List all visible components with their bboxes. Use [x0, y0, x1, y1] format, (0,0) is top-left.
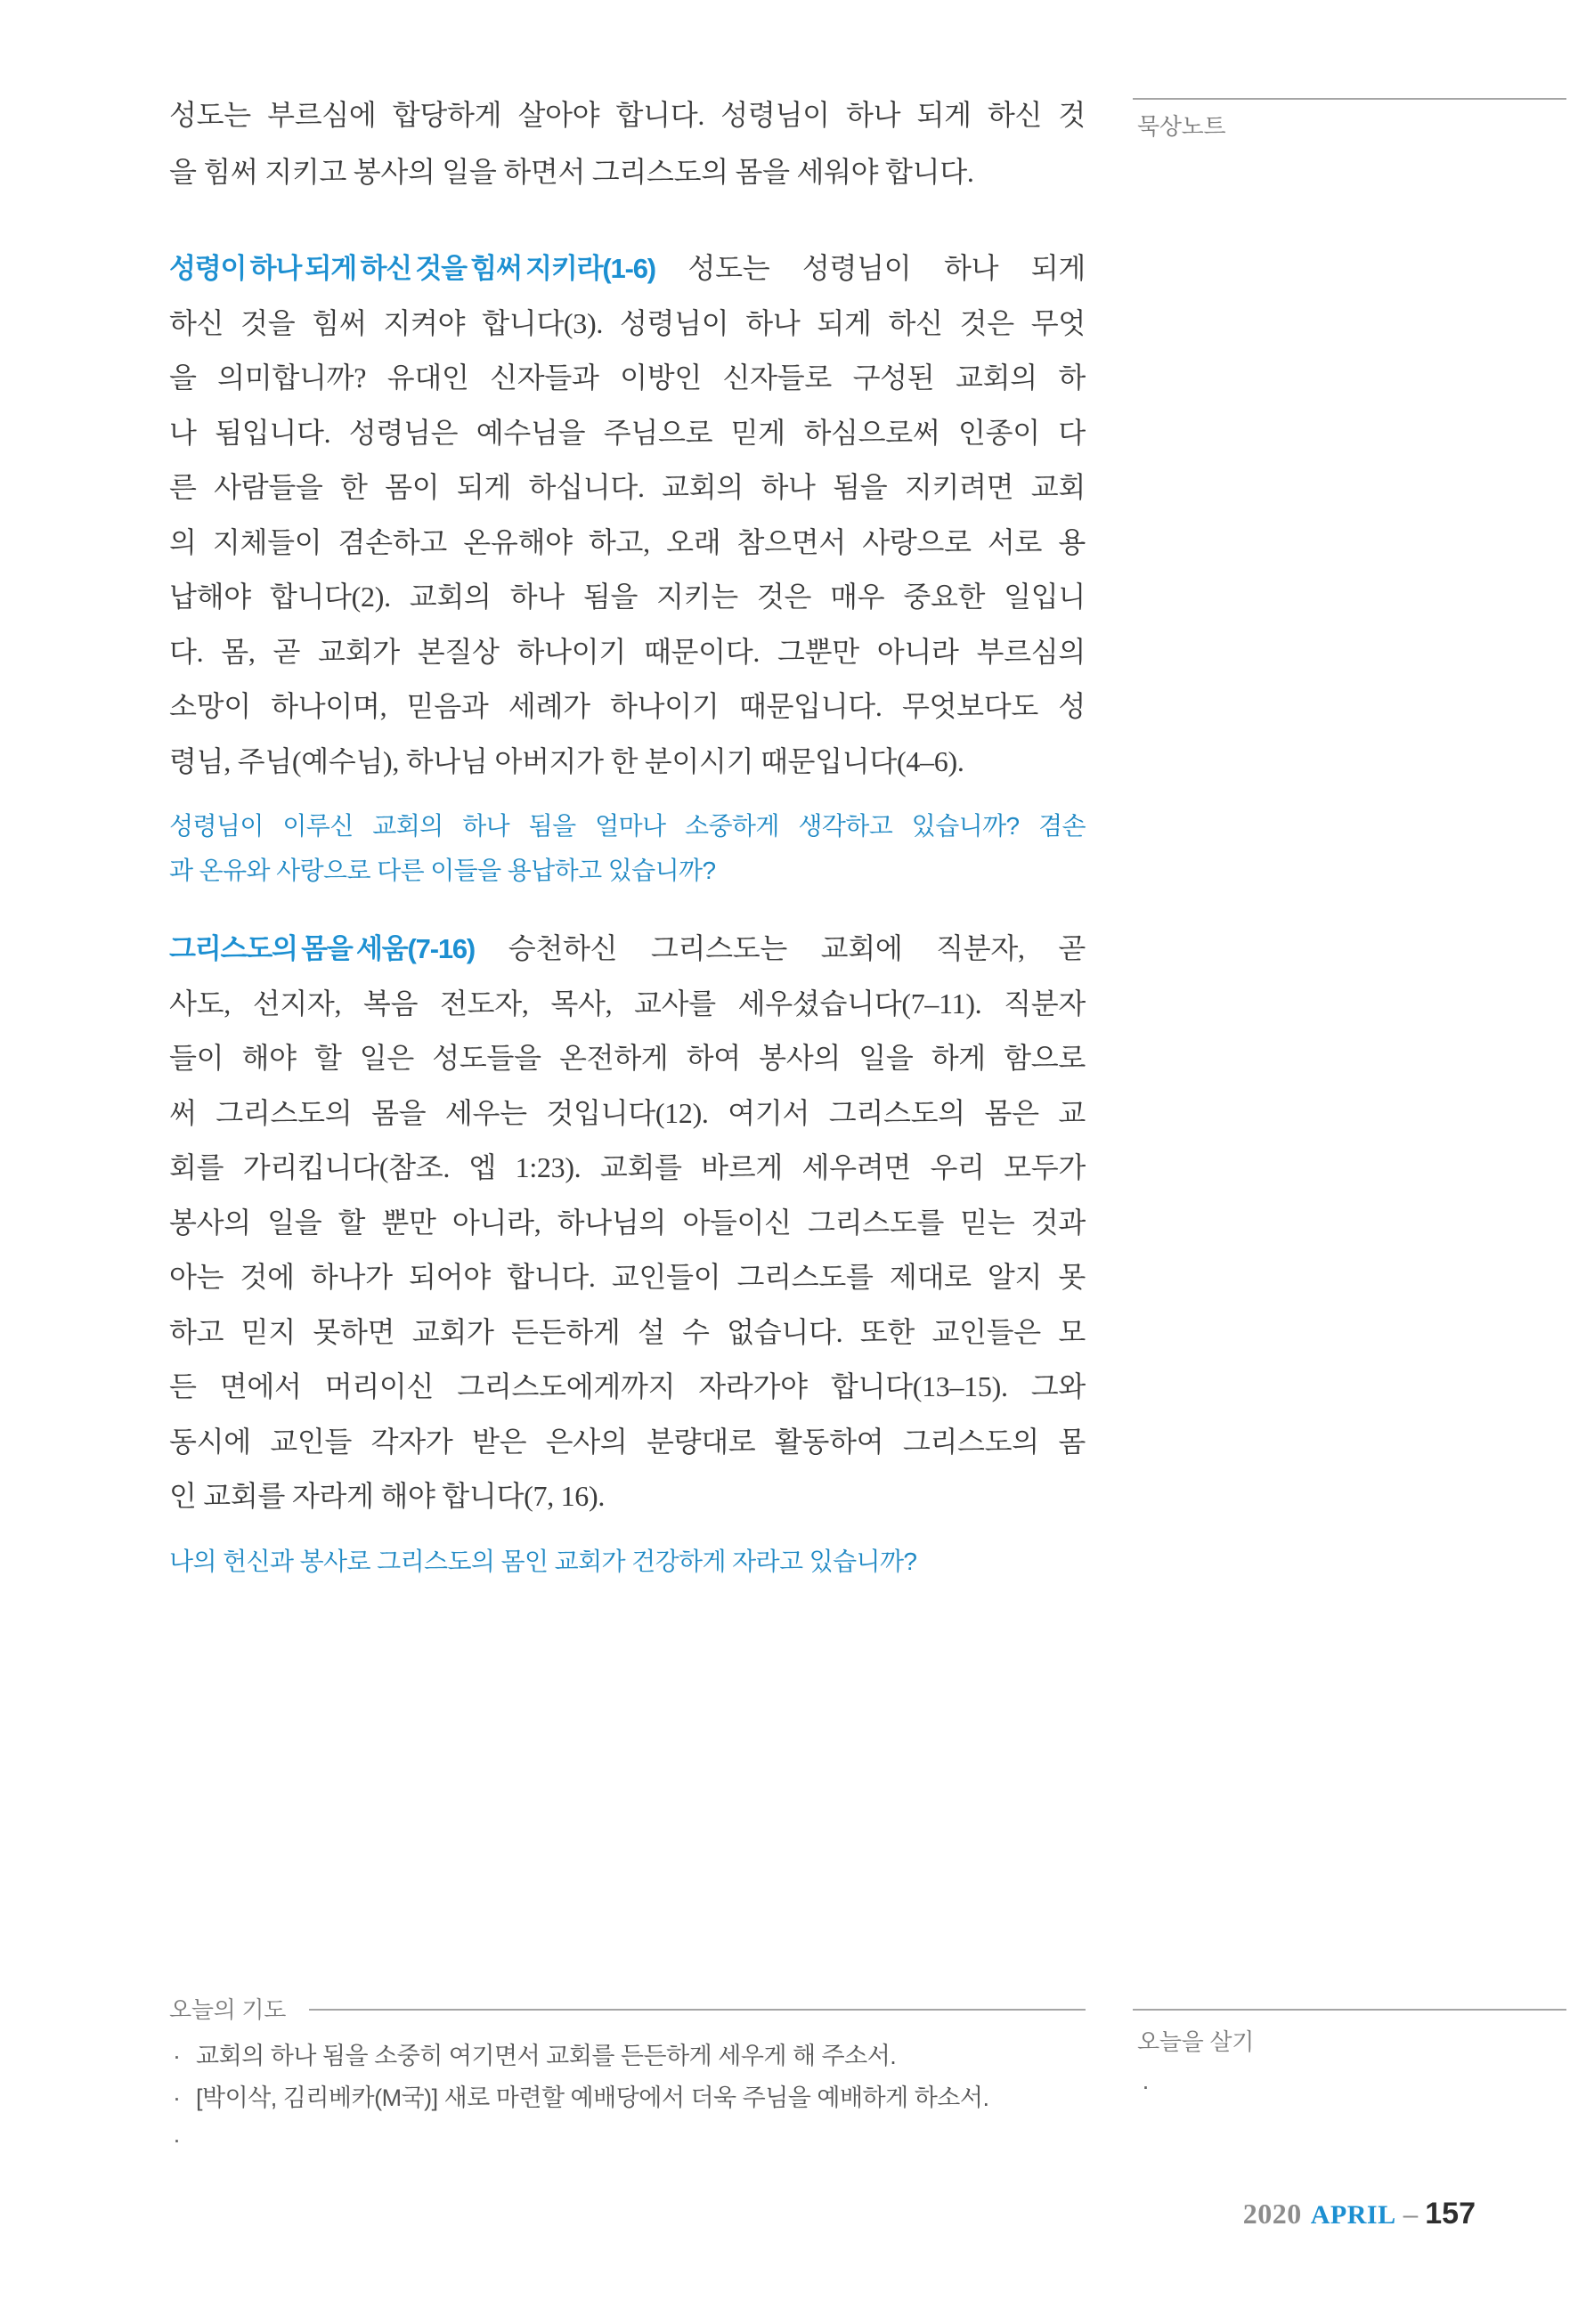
question-line: 나의 헌신과 봉사로 그리스도의 몸인 교회가 건강하게 자라고 있습니까?	[169, 1548, 917, 1575]
question-line: 성령님이 이루신 교회의 하나 됨을 얼마나 소중하게 생각하고 있습니까? 겸손	[169, 812, 1086, 840]
section-1-line: 을 의미합니까? 유대인 신자들과 이방인 신자들로 구성된 교회의 하	[169, 362, 1086, 394]
section-1-line: 의 지체들이 겸손하고 온유해야 하고, 오래 참으면서 사랑으로 서로 용	[169, 525, 1086, 558]
footer-month: APRIL	[1310, 2200, 1396, 2230]
section-1-heading: 성령이 하나 되게 하신 것을 힘써 지키라(1-6)	[169, 253, 655, 284]
section-1-line: 하신 것을 힘써 지켜야 합니다(3). 성령님이 하나 되게 하신 것은 무엇	[169, 306, 1086, 339]
page-number: 157	[1425, 2197, 1476, 2231]
intro-line: 을 힘써 지키고 봉사의 일을 하면서 그리스도의 몸을 세워야 합니다.	[169, 156, 974, 188]
section-2-line: 동시에 교인들 각자가 받은 은사의 분량대로 활동하여 그리스도의 몸	[169, 1425, 1086, 1458]
prayer-item-text: [박이삭, 김리베카(M국)] 새로 마련할 예배당에서 더욱 주님을 예배하게 하소서.	[196, 2084, 989, 2111]
today-living-list	[1138, 2066, 1548, 2107]
bullet-icon: ·	[173, 2043, 181, 2069]
prayer-item-text: 교회의 하나 됨을 소중히 여기면서 교회를 든든하게 세우게 해 주소서.	[196, 2043, 897, 2069]
section-1-line-text: 성도는 성령님이 하나 되게	[687, 252, 1086, 284]
section-2-line-text: 승천하신 그리스도는 교회에 직분자, 곧	[508, 932, 1086, 964]
today-living-label: 오늘을 살기	[1137, 2028, 1255, 2055]
section-2-heading: 그리스도의 몸을 세움(7-16)	[169, 933, 476, 964]
section-2-line: 들이 해야 할 일은 성도들을 온전하게 하여 봉사의 일을 하게 함으로	[169, 1042, 1086, 1074]
section-1-first-line	[169, 241, 1086, 297]
prayer-label: 오늘의 기도	[169, 1996, 287, 2023]
prayer-item	[169, 2119, 1086, 2161]
section-2-line: 사도, 선지자, 복음 전도자, 목사, 교사를 세우셨습니다(7–11). 직분자	[169, 987, 1086, 1020]
bullet-icon: ·	[173, 2084, 181, 2111]
meditation-note-label: 묵상노트	[1137, 113, 1226, 140]
prayer-divider	[309, 2009, 1086, 2011]
bullet-icon: ·	[1142, 2073, 1150, 2100]
section-2-line: 회를 가리킵니다(참조. 엡 1:23). 교회를 바르게 세우려면 우리 모두가	[169, 1151, 1086, 1183]
intro-line: 성도는 부르심에 합당하게 살아야 합니다. 성령님이 하나 되게 하신 것	[169, 99, 1086, 131]
section-2-paragraph	[169, 922, 1086, 1524]
section-2-line: 봉사의 일을 할 뿐만 아니라, 하나님의 아들이신 그리스도를 믿는 것과	[169, 1206, 1086, 1239]
section-1-question	[169, 804, 1086, 893]
page-footer	[1243, 2190, 1476, 2237]
footer-separator: –	[1403, 2200, 1419, 2230]
section-1-line: 른 사람들을 한 몸이 되게 하십니다. 교회의 하나 됨을 지키려면 교회	[169, 471, 1086, 503]
section-2-question	[169, 1540, 1086, 1584]
section-1-line: 다. 몸, 곧 교회가 본질상 하나이기 때문이다. 그뿐만 아니라 부르심의	[169, 635, 1086, 668]
intro-paragraph	[169, 86, 1086, 200]
today-living-item	[1138, 2066, 1548, 2107]
section-1-line: 령님, 주님(예수님), 하나님 아버지가 한 분이시기 때문입니다(4–6).	[169, 744, 964, 777]
today-living-divider	[1133, 2009, 1566, 2011]
section-2-line: 든 면에서 머리이신 그리스도에게까지 자라가야 합니다(13–15). 그와	[169, 1370, 1086, 1402]
bullet-icon: ·	[173, 2126, 181, 2153]
meditation-note-divider	[1133, 98, 1566, 100]
section-2-first-line	[169, 922, 1086, 977]
section-2-line: 써 그리스도의 몸을 세우는 것입니다(12). 여기서 그리스도의 몸은 교	[169, 1096, 1086, 1129]
section-1-paragraph	[169, 241, 1086, 789]
section-2-line: 인 교회를 자라게 해야 합니다(7, 16).	[169, 1480, 606, 1512]
prayer-item	[169, 2077, 1086, 2119]
section-1-line: 나 됨입니다. 성령님은 예수님을 주님으로 믿게 하심으로써 인종이 다	[169, 416, 1086, 449]
section-1-line: 납해야 합니다(2). 교회의 하나 됨을 지키는 것은 매우 중요한 일입니	[169, 581, 1086, 613]
prayer-list	[169, 2036, 1086, 2161]
section-2-line: 하고 믿지 못하면 교회가 든든하게 설 수 없습니다. 또한 교인들은 모	[169, 1315, 1086, 1348]
section-1-line: 소망이 하나이며, 믿음과 세례가 하나이기 때문입니다. 무엇보다도 성	[169, 690, 1086, 722]
footer-year: 2020	[1242, 2198, 1302, 2230]
prayer-item	[169, 2036, 1086, 2077]
section-2-line: 아는 것에 하나가 되어야 합니다. 교인들이 그리스도를 제대로 알지 못	[169, 1261, 1086, 1293]
question-line: 과 온유와 사랑으로 다른 이들을 용납하고 있습니까?	[169, 857, 716, 884]
